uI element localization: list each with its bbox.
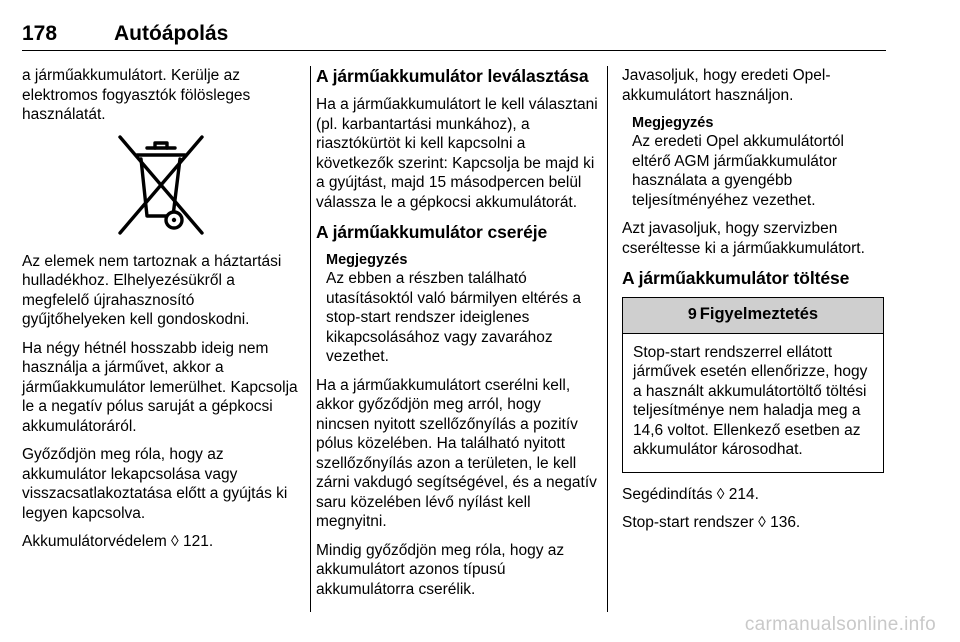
column-right	[622, 66, 884, 542]
column-divider-1	[310, 66, 311, 612]
section-heading-disconnect: A járműakkumulátor leválasztása	[316, 66, 589, 86]
stop-start-ref: Stop-start rendszer ◊ 136.	[622, 514, 801, 531]
watermark: carmanualsonline.info	[744, 614, 936, 635]
vent-paragraph: Ha a járműakkumulátort cserélni kell, akkor győződjön meg arról, hogy nincsen nyitott szellőzőnyílás a pozitív pólus közelében. Ha található nyitott szellőzőnyílás azon a területen, le kell zárni vakdugó segítségével, és a negatív saru közelében lévő nyílást kell megnyitni.	[316, 376, 597, 530]
note-box-agm	[622, 114, 884, 210]
jump-start-ref: Segédindítás ◊ 214.	[622, 485, 759, 503]
warning-text: Stop-start rendszerrel ellátott járművek esetén ellenőrizze, hogy a használt akkumulátortöltő töltési teljesítménye nem haladja meg a 14,6 voltot. Ellenkező esetben az akkumulátor károsodhat.	[633, 343, 868, 458]
opel-battery-paragraph: Javasoljuk, hogy eredeti Opel-akkumulátort használjon.	[622, 67, 831, 104]
column-left	[22, 66, 302, 561]
warning-title: Figyelmeztetés	[699, 305, 819, 323]
page-header	[22, 18, 886, 51]
service-paragraph: Azt javasoljuk, hogy szervizben cseréltesse ki a járműakkumulátort.	[622, 220, 865, 257]
note-text: Az ebben a részben található utasításoktól való bármilyen eltérés a stop-start rendszer ideiglenes kikapcsolásához vagy zavarához vezethet.	[326, 270, 582, 365]
same-type-paragraph: Mindig győződjön meg róla, hogy az akkumulátort azonos típusú akkumulátorra cserélik.	[316, 541, 565, 598]
column-middle	[316, 66, 598, 608]
note-text: Az eredeti Opel akkumulátortól eltérő AGM járműakkumulátor használata a gyengébb teljesítményéhez vezethet.	[632, 133, 844, 209]
long-storage-paragraph: Ha négy hétnél hosszabb ideig nem használja a járművet, akkor a járműakkumulátor lemerülhet. Kapcsolja le a negatív pólus saruját a gépkocsi akkumulátoráról.	[22, 339, 298, 435]
note-box	[316, 251, 598, 367]
section-heading-replace: A járműakkumulátor cseréje	[316, 222, 548, 242]
page-title: Autóápolás	[114, 22, 229, 45]
disposal-paragraph: Az elemek nem tartoznak a háztartási hulladékhoz. Elhelyezésükről a megfelelő újrahasznosító gyűjtőhelyeken kell gondoskodni.	[22, 252, 282, 328]
section-heading-charging: A járműakkumulátor töltése	[622, 268, 850, 288]
intro-paragraph: a járműakkumulátort. Kerülje az elektromos fogyasztók fölösleges használatát.	[22, 67, 251, 123]
disconnect-paragraph: Ha a járműakkumulátort le kell választani (pl. karbantartási munkához), a riasztókürtöt ki kell kapcsolni a következők szerint: Kapcsolja be majd ki a gyújtást, majd 15 másodpercen belül válassza le a gépkocsi akkumulátorát.	[316, 96, 598, 211]
note-title: Megjegyzés	[632, 115, 714, 131]
warning-header	[623, 298, 883, 334]
note-title: Megjegyzés	[326, 252, 408, 268]
warning-icon: 9	[687, 306, 697, 323]
column-divider-2	[607, 66, 608, 612]
ignition-paragraph: Győződjön meg róla, hogy az akkumulátor lekapcsolása vagy visszacsatlakoztatása előtt a gyújtás ki legyen kapcsolva.	[22, 446, 288, 522]
page-number: 178	[22, 22, 58, 45]
battery-protection-ref: Akkumulátorvédelem ◊ 121.	[22, 533, 214, 550]
warning-box	[622, 297, 884, 473]
crossed-bin-icon	[22, 134, 302, 238]
